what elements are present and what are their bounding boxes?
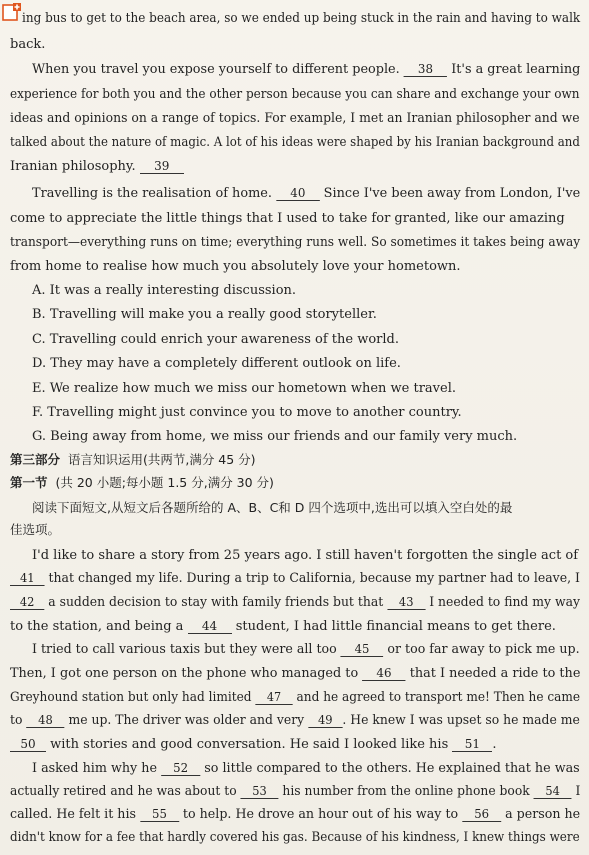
text-line: transport—everything runs on time; everything runs well. So sometimes it takes being away xyxy=(10,235,581,250)
answer-blank-51[interactable]: 51 xyxy=(452,737,492,752)
text-line: 50 with stories and good conversation. He said I looked like his 51 . xyxy=(10,736,497,753)
answer-blank-47[interactable]: 47 xyxy=(255,690,292,705)
instruction-line: 阅读下面短文,从短文后各题所给的 A、B、C和 D 四个选项中,选出可以填入空白处的最 xyxy=(32,500,513,515)
answer-blank-40[interactable]: 40 xyxy=(276,186,320,201)
text-line: When you travel you expose yourself to different people. 38 It's a great learning xyxy=(32,62,581,77)
answer-blank-44[interactable]: 44 xyxy=(188,619,232,634)
option-a: A. It was a really interesting discussion. xyxy=(32,283,297,298)
text-line: ideas and opinions on a range of topics. For example, I met an Iranian philosopher and we xyxy=(10,111,580,126)
text-line: didn't know for a fee that hardly covered his gas. Because of his kindness, I knew things were xyxy=(10,830,580,845)
answer-blank-39[interactable]: 39 xyxy=(140,159,184,174)
option-c: C. Travelling could enrich your awareness of the world. xyxy=(32,332,399,347)
answer-blank-55[interactable]: 55 xyxy=(140,807,179,822)
answer-blank-56[interactable]: 56 xyxy=(462,807,501,822)
answer-blank-52[interactable]: 52 xyxy=(161,761,200,776)
text-line: Iranian philosophy. 39 xyxy=(10,158,184,175)
answer-blank-43[interactable]: 43 xyxy=(387,595,425,610)
text-line: 41 that changed my life. During a trip to California, because my partner had to leave, I xyxy=(10,570,580,587)
instruction-line: 佳选项。 xyxy=(10,522,61,537)
option-g: G. Being away from home, we miss our friends and our family very much. xyxy=(32,429,518,444)
text-line: I'd like to share a story from 25 years ago. I still haven't forgotten the single act of xyxy=(32,548,579,563)
add-note-icon[interactable] xyxy=(2,2,22,22)
option-b: B. Travelling will make you a really good storyteller. xyxy=(32,307,377,322)
text-line: back. xyxy=(10,37,46,52)
answer-blank-46[interactable]: 46 xyxy=(362,666,405,681)
answer-blank-42[interactable]: 42 xyxy=(10,595,44,610)
text-line: I asked him why he 52 so little compared to the others. He explained that he was xyxy=(32,761,580,776)
text-line: to the station, and being a 44 student, I had little financial means to get there. xyxy=(10,619,556,634)
text-line: experience for both you and the other person because you can share and exchange your own xyxy=(10,87,580,102)
option-e: E. We realize how much we miss our hometown when we travel. xyxy=(32,381,457,396)
text-line: Travelling is the realisation of home. 40 Since I've been away from London, I've xyxy=(32,186,581,201)
answer-blank-48[interactable]: 48 xyxy=(26,713,64,728)
text-line: Greyhound station but only had limited 47 and he agreed to transport me! Then he came xyxy=(10,690,581,705)
option-d: D. They may have a completely different outlook on life. xyxy=(32,356,401,371)
option-f: F. Travelling might just convince you to move to another country. xyxy=(32,405,462,420)
text-line: talked about the nature of magic. A lot of his ideas were shaped by his Iranian background and xyxy=(10,135,580,150)
answer-blank-38[interactable]: 38 xyxy=(404,62,447,77)
answer-blank-50[interactable]: 50 xyxy=(10,737,46,752)
text-line: called. He felt it his 55 to help. He drove an hour out of his way to 56 a person he xyxy=(10,807,581,822)
answer-blank-54[interactable]: 54 xyxy=(534,784,572,799)
subsection-heading: 第一节 (共 20 小题;每小题 1.5 分,满分 30 分) xyxy=(10,475,274,490)
text-line: actually retired and he was about to 53 his number from the online phone book 54 I xyxy=(10,784,581,799)
text-line: 42 a sudden decision to stay with family friends but that 43 I needed to find my way xyxy=(10,594,580,611)
text-line: I tried to call various taxis but they were all too 45 or too far away to pick me up. xyxy=(32,642,580,657)
section-heading: 第三部分 语言知识运用(共两节,满分 45 分) xyxy=(10,452,256,467)
answer-blank-45[interactable]: 45 xyxy=(341,642,384,657)
text-line: ing bus to get to the beach area, so we ended up being stuck in the rain and having to walk xyxy=(22,11,581,26)
text-line: from home to realise how much you absolutely love your hometown. xyxy=(10,259,461,274)
answer-blank-53[interactable]: 53 xyxy=(241,784,279,799)
answer-blank-49[interactable]: 49 xyxy=(308,713,342,728)
text-line: Then, I got one person on the phone who managed to 46 that I needed a ride to the xyxy=(10,666,581,681)
text-line: to 48 me up. The driver was older and very 49 . He knew I was upset so he made me xyxy=(10,713,580,728)
text-line: come to appreciate the little things that I used to take for granted, like our amazing xyxy=(10,211,565,226)
answer-blank-41[interactable]: 41 xyxy=(10,571,45,586)
